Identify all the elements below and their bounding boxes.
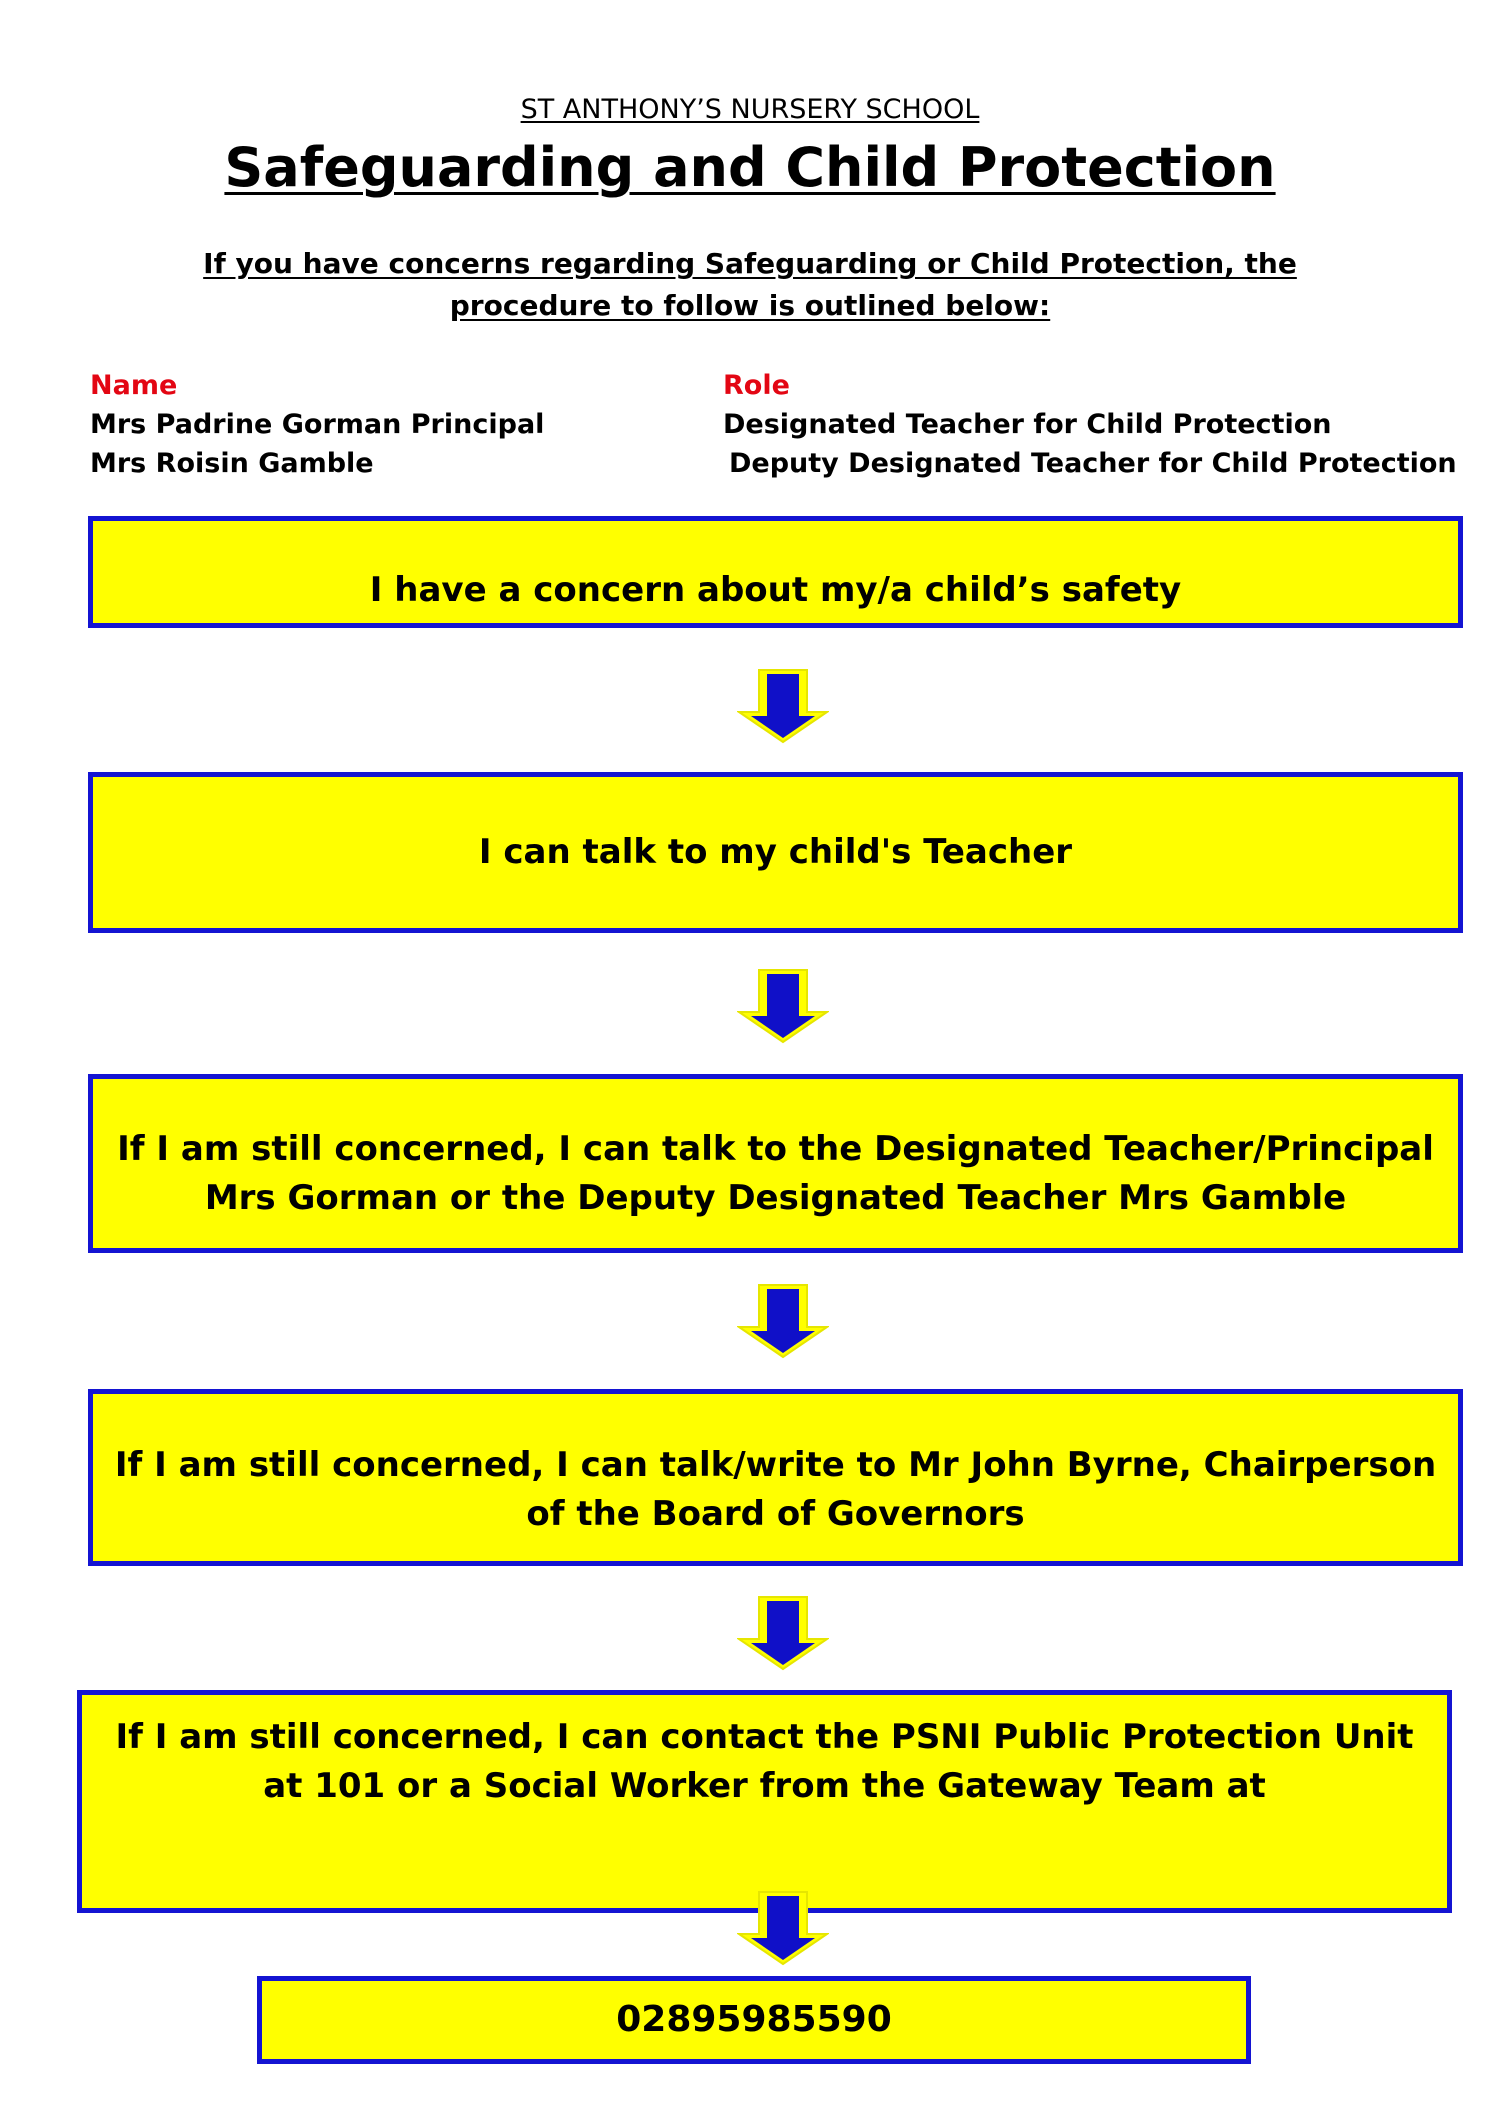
down-arrow-icon bbox=[737, 668, 829, 744]
step-text: I can talk to my child's Teacher bbox=[478, 832, 1073, 872]
step-box bbox=[88, 1074, 1463, 1253]
down-arrow-icon bbox=[737, 1283, 829, 1359]
intro-text: If you have concerns regarding Safeguarding or Child Protection, the procedure to follow is outlined below: bbox=[203, 247, 1297, 322]
contact-role: Designated Teacher for Child Protection bbox=[723, 409, 1332, 440]
down-arrow-icon bbox=[737, 968, 829, 1044]
step-text: If I am still concerned, I can talk/write to Mr John Byrne, Chairperson of the Board of Governors bbox=[114, 1444, 1437, 1534]
contact-role: Deputy Designated Teacher for Child Protection bbox=[729, 448, 1457, 479]
role-column-header: Role bbox=[723, 370, 790, 401]
step-text: I have a concern about my/a child’s safety bbox=[369, 569, 1182, 610]
down-arrow-icon bbox=[737, 1890, 829, 1966]
phone-number-box bbox=[257, 1976, 1251, 2064]
step-box bbox=[88, 516, 1463, 628]
school-name: ST ANTHONY’S NURSERY SCHOOL bbox=[520, 94, 980, 125]
phone-number: 02895985590 bbox=[616, 1999, 892, 2040]
down-arrow-icon bbox=[737, 1595, 829, 1671]
contact-name: Mrs Roisin Gamble bbox=[90, 448, 374, 479]
page-title: Safeguarding and Child Protection bbox=[224, 136, 1276, 199]
step-box bbox=[77, 1690, 1452, 1913]
step-text: If I am still concerned, I can talk to the Designated Teacher/Principal Mrs Gorman or the Deputy Designated Teacher Mrs Gamble bbox=[117, 1128, 1434, 1218]
contact-name: Mrs Padrine Gorman Principal bbox=[90, 409, 545, 440]
step-box bbox=[88, 772, 1463, 933]
step-box bbox=[88, 1389, 1463, 1566]
step-text: If I am still concerned, I can contact the PSNI Public Protection Unit at 101 or a Social Worker from the Gateway Team at bbox=[115, 1717, 1414, 1806]
name-column-header: Name bbox=[90, 370, 178, 401]
